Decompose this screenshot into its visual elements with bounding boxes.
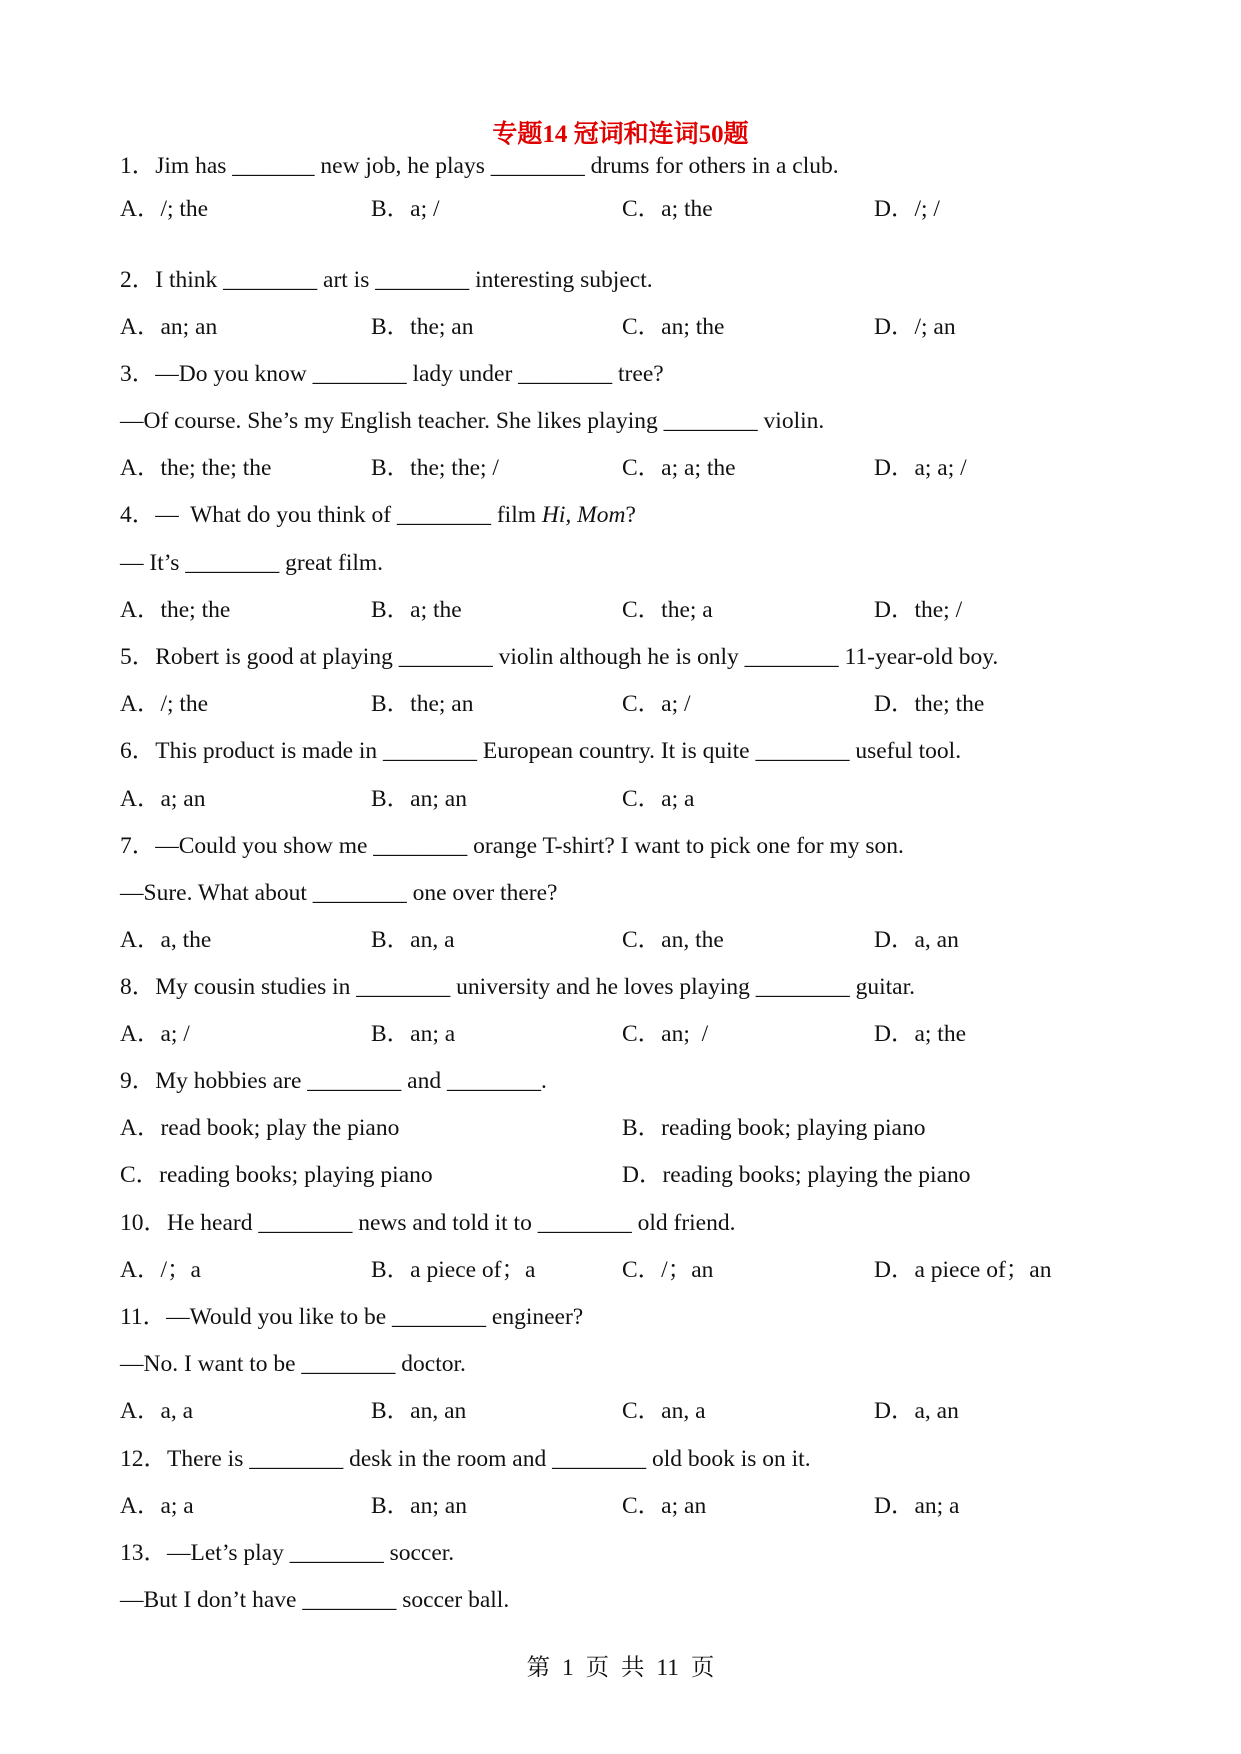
question-8-option-b: B．an; a <box>371 1021 456 1047</box>
question-7-option-d: D．a, an <box>874 927 959 953</box>
question-5-option-d: D．the; the <box>874 691 985 717</box>
question-1-option-d: D．/; / <box>874 196 940 222</box>
page-number-footer: 第 1 页 共 11 页 <box>526 1655 715 1681</box>
question-2-option-a: A．an; an <box>120 314 218 340</box>
question-13-line-1: 13．—Let’s play ________ soccer. <box>120 1540 455 1566</box>
question-3-option-d: D．a; a; / <box>874 455 967 481</box>
question-5-line-1: 5．Robert is good at playing ________ violin although he is only ________ 11-year-old boy. <box>120 644 999 670</box>
question-12-option-a: A．a; a <box>120 1493 194 1519</box>
question-10-option-b: B．a piece of；a <box>371 1257 536 1283</box>
question-11-option-b: B．an, an <box>371 1398 467 1424</box>
page-title: 专题14 冠词和连词50题 <box>492 121 749 148</box>
question-6-option-c: C．a; a <box>622 786 695 812</box>
question-2-line-1: 2．I think ________ art is ________ interesting subject. <box>120 267 653 293</box>
question-9-option-c: C．reading books; playing piano <box>120 1162 433 1188</box>
question-7-line-1: 7．—Could you show me ________ orange T-shirt? I want to pick one for my son. <box>120 833 904 859</box>
question-6-option-a: A．a; an <box>120 786 206 812</box>
question-7-option-c: C．an, the <box>622 927 724 953</box>
question-4-film-title: Hi, Mom <box>541 502 626 528</box>
question-10-option-a: A．/；a <box>120 1257 201 1283</box>
question-2-option-d: D．/; an <box>874 314 956 340</box>
question-2-option-b: B．the; an <box>371 314 474 340</box>
question-11-option-d: D．a, an <box>874 1398 959 1424</box>
question-9-option-b: B．reading book; playing piano <box>622 1115 926 1141</box>
question-1-option-a: A．/; the <box>120 196 209 222</box>
question-13-line-2: —But I don’t have ________ soccer ball. <box>120 1587 510 1613</box>
question-7-option-b: B．an, a <box>371 927 455 953</box>
question-3-option-b: B．the; the; / <box>371 455 499 481</box>
question-4-line-1 <box>120 499 1140 531</box>
question-6-line-1: 6．This product is made in ________ European country. It is quite ________ useful tool. <box>120 738 962 764</box>
question-8-option-d: D．a; the <box>874 1021 967 1047</box>
question-3-line-2: —Of course. She’s my English teacher. She likes playing ________ violin. <box>120 408 825 434</box>
question-2-option-c: C．an; the <box>622 314 725 340</box>
question-9-option-d: D．reading books; playing the piano <box>622 1162 971 1188</box>
question-12-option-c: C．a; an <box>622 1493 707 1519</box>
question-5-option-c: C．a; / <box>622 691 691 717</box>
question-10-option-d: D．a piece of；an <box>874 1257 1052 1283</box>
question-5-option-a: A．/; the <box>120 691 209 717</box>
question-4-question-mark: ? <box>625 502 636 528</box>
question-4-option-b: B．a; the <box>371 597 462 623</box>
question-12-option-d: D．an; a <box>874 1493 960 1519</box>
question-3-line-1: 3．—Do you know ________ lady under ________ tree? <box>120 361 664 387</box>
question-10-line-1: 10．He heard ________ news and told it to ________ old friend. <box>120 1210 736 1236</box>
question-7-option-a: A．a, the <box>120 927 212 953</box>
question-1-line-1: 1．Jim has _______ new job, he plays ________ drums for others in a club. <box>120 153 839 179</box>
question-12-option-b: B．an; an <box>371 1493 467 1519</box>
question-4-text: 4．— What do you think of ________ film <box>120 502 542 528</box>
question-11-line-1: 11．—Would you like to be ________ engineer? <box>120 1304 584 1330</box>
question-7-line-2: —Sure. What about ________ one over there? <box>120 880 558 906</box>
question-4-option-c: C．the; a <box>622 597 713 623</box>
question-4-option-d: D．the; / <box>874 597 963 623</box>
question-9-line-1: 9．My hobbies are ________ and ________. <box>120 1068 547 1094</box>
question-1-option-b: B．a; / <box>371 196 440 222</box>
question-11-option-c: C．an, a <box>622 1398 706 1424</box>
question-8-option-c: C．an; / <box>622 1021 709 1047</box>
question-11-option-a: A．a, a <box>120 1398 194 1424</box>
question-5-option-b: B．the; an <box>371 691 474 717</box>
question-1-option-c: C．a; the <box>622 196 713 222</box>
question-3-option-c: C．a; a; the <box>622 455 736 481</box>
question-4-option-a: A．the; the <box>120 597 231 623</box>
question-10-option-c: C．/；an <box>622 1257 714 1283</box>
question-3-option-a: A．the; the; the <box>120 455 272 481</box>
question-8-option-a: A．a; / <box>120 1021 190 1047</box>
question-8-line-1: 8．My cousin studies in ________ university and he loves playing ________ guitar. <box>120 974 916 1000</box>
question-9-option-a: A．read book; play the piano <box>120 1115 400 1141</box>
question-6-option-b: B．an; an <box>371 786 467 812</box>
question-4-line-2: — It’s ________ great film. <box>120 550 384 576</box>
question-12-line-1: 12．There is ________ desk in the room and ________ old book is on it. <box>120 1446 811 1472</box>
question-11-line-2: —No. I want to be ________ doctor. <box>120 1351 466 1377</box>
